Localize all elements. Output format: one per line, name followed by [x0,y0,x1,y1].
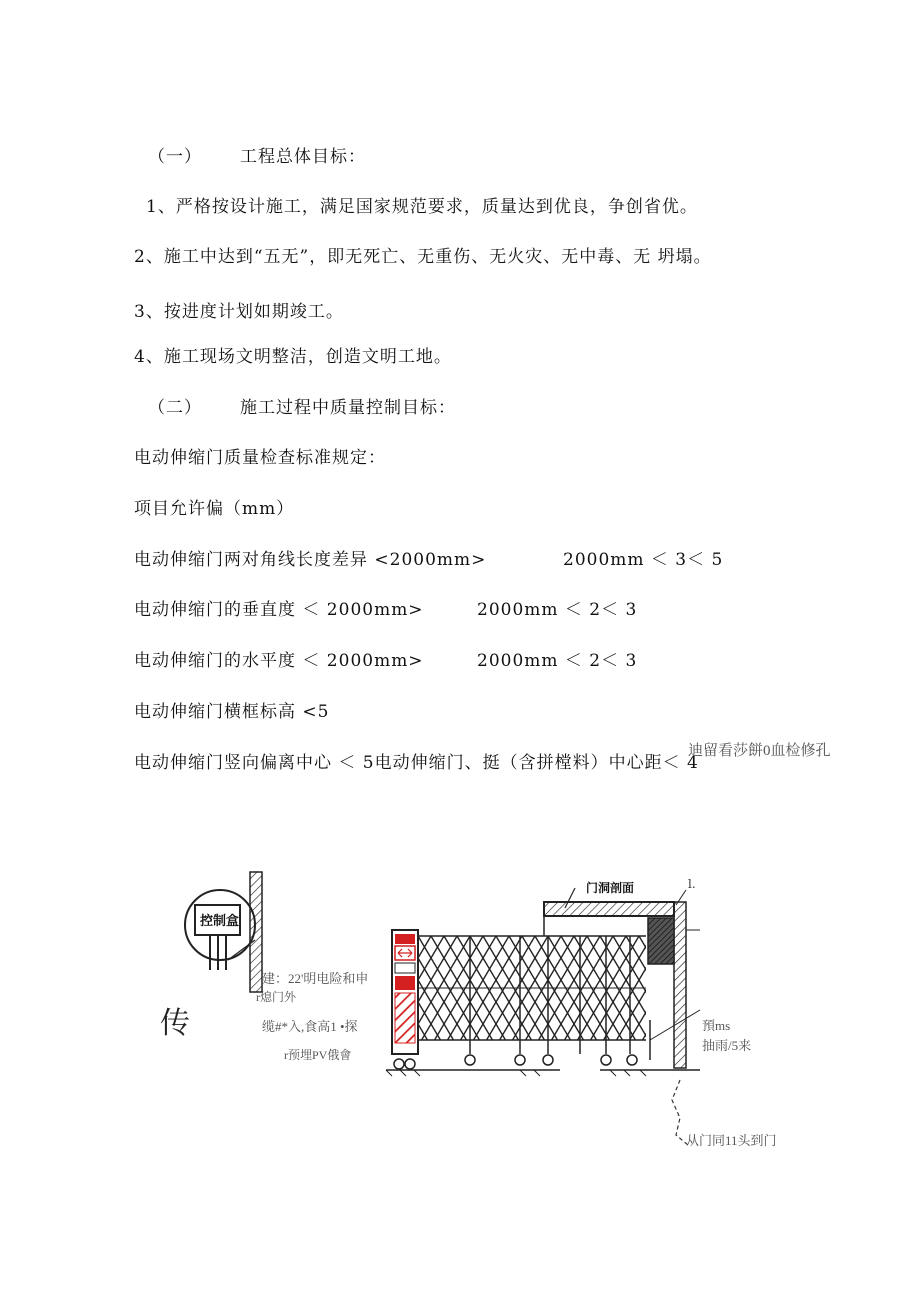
transmit-char: 传 [160,1006,190,1041]
table-row-3-item: 电动伸缩门的水平度 ＜ 2000mm> [134,651,424,671]
standard-heading: 电动伸缩门质量检查标准规定： [134,448,386,468]
section1-item-3: 3、按进度计划如期竣工。 [134,302,344,322]
control-box-label: 控制盒 [200,914,240,929]
note-g: 从门同11头到门 [686,1133,777,1148]
table-row-1-item: 电动伸缩门两对角线长度差异 <2000mm> [134,550,487,570]
section1-item-2: 2、施工中达到“五无”，即无死亡、无重伤、无火灾、无中毒、无 坍塌。 [134,247,712,267]
left-wall [250,872,262,992]
note-b: r熄门外 [256,990,296,1004]
note-d: r预埋PV俄會 [284,1048,352,1062]
section1-item-1: 1、严格按设计施工，满足国家规范要求，质量达到优良，争创省优。 [146,197,698,217]
note-e: 預ms [702,1018,731,1033]
cross-section-label: 门洞剖面 [586,881,635,895]
corner-mark: l. [688,877,696,891]
section1-num: （一） [148,147,202,167]
note-f: 抽雨/5来 [702,1038,752,1053]
table-row-5: 电动伸缩门竖向偏离中心 ＜ 5电动伸缩门、挺（含拼樘料）中心距＜ 4 [134,753,699,773]
note-c: 缆#*入,食高1 •探 [262,1019,358,1034]
table-row-4-item: 电动伸缩门横框标高 <5 [134,702,330,722]
section1-title: 工程总体目标： [240,147,366,167]
section2-title: 施工过程中质量控制目标： [240,398,456,418]
table-row-3-value: 2000mm ＜ 2＜ 3 [477,651,638,671]
section2-num: （二） [148,398,202,418]
table-header: 项目允许偏（mm） [134,499,295,519]
motor-block [648,918,674,964]
overlay-note: 迪留看莎餅0血检修孔 [688,743,831,759]
door-lintel [544,902,674,916]
right-wall [674,902,686,1068]
section1-item-4: 4、施工现场文明整洁，创造文明工地。 [134,347,452,367]
table-row-2-item: 电动伸缩门的垂直度 ＜ 2000mm> [134,600,424,620]
note-a: 建：22'明电险和申 [262,971,369,986]
table-row-2-value: 2000mm ＜ 2＜ 3 [477,600,638,620]
table-row-1-value: 2000mm ＜ 3＜ 5 [563,550,724,570]
